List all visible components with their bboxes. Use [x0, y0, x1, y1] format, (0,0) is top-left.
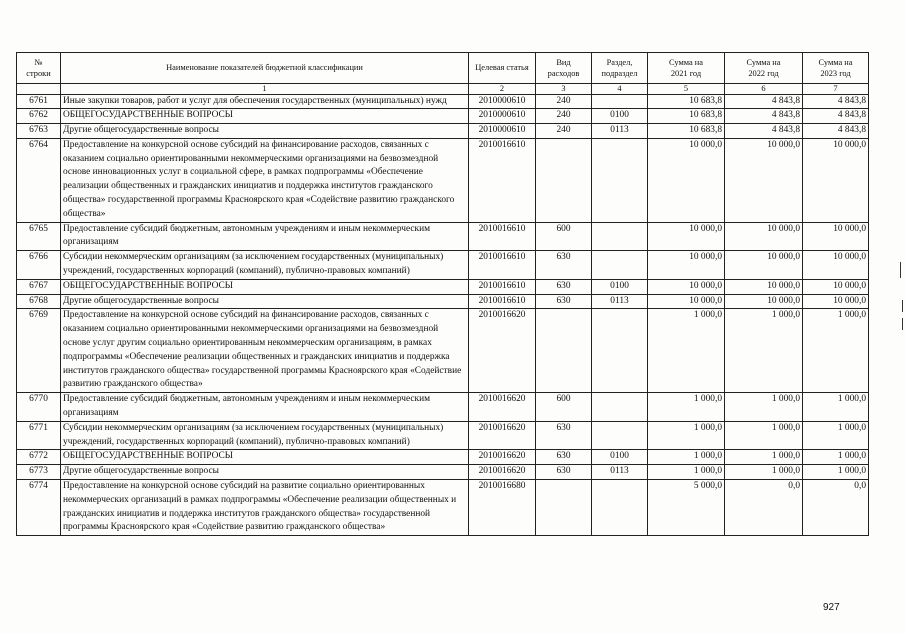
cell-section: [592, 251, 648, 280]
header-name: Наименование показателей бюджетной классификации: [61, 53, 469, 84]
cell-target-article: 2010000610: [469, 124, 536, 139]
cell-section: 0113: [592, 294, 648, 309]
cell-target-article: 2010016610: [469, 222, 536, 251]
cell-target-article: 2010016610: [469, 279, 536, 294]
table-row: [17, 309, 869, 393]
cell-sum-2022: 1 000,0: [725, 393, 803, 422]
cell-section: [592, 94, 648, 109]
cell-sum-2023: 10 000,0: [803, 138, 869, 222]
cell-expense-kind: 630: [536, 251, 592, 280]
cell-sum-2021: 10 000,0: [648, 251, 725, 280]
cell-sum-2021: 1 000,0: [648, 421, 725, 450]
cell-name: ОБЩЕГОСУДАРСТВЕННЫЕ ВОПРОСЫ: [61, 109, 469, 124]
cell-sum-2021: 10 683,8: [648, 124, 725, 139]
cell-sum-2023: 1 000,0: [803, 309, 869, 393]
cell-section: [592, 222, 648, 251]
cell-section: [592, 138, 648, 222]
cell-sum-2022: 4 843,8: [725, 109, 803, 124]
cell-sum-2023: 4 843,8: [803, 124, 869, 139]
cell-name: Предоставление на конкурсной основе субсидий на развитие социально ориентированных некоммерческих организаций в рамках подпрограммы «Обеспечение реализации общественных и гражданских инициатив и поддержка институтов гражданского общества» государственной программы Красноярского края «Содействие развитию гражданского общества»: [61, 480, 469, 536]
cell-sum-2022: 10 000,0: [725, 138, 803, 222]
cell-section: [592, 480, 648, 536]
header-row-no: № строки: [17, 53, 61, 84]
table-row: [17, 94, 869, 109]
cell-section: 0100: [592, 450, 648, 465]
cell-row-number: 6771: [17, 421, 61, 450]
cell-name: Предоставление субсидий бюджетным, автономным учреждениям и иным некоммерческим организациям: [61, 393, 469, 422]
page-number: 927: [823, 602, 840, 613]
cell-sum-2023: 1 000,0: [803, 421, 869, 450]
cell-sum-2022: 4 843,8: [725, 94, 803, 109]
header-row: [17, 53, 869, 84]
cell-sum-2022: 1 000,0: [725, 450, 803, 465]
table-row: [17, 393, 869, 422]
cell-name: ОБЩЕГОСУДАРСТВЕННЫЕ ВОПРОСЫ: [61, 279, 469, 294]
cell-name: Субсидии некоммерческим организациям (за исключением государственных (муниципальных) учреждений, государственных корпораций (компаний), публично-правовых компаний): [61, 421, 469, 450]
table-row: [17, 294, 869, 309]
table-row: [17, 421, 869, 450]
cell-sum-2023: 1 000,0: [803, 465, 869, 480]
cell-target-article: 2010000610: [469, 109, 536, 124]
column-number: 3: [536, 84, 592, 95]
header-sum-2023: Сумма на 2023 год: [803, 53, 869, 84]
cell-sum-2021: 1 000,0: [648, 450, 725, 465]
table-row: [17, 279, 869, 294]
header-target: Целевая статья: [469, 53, 536, 84]
cell-section: 0113: [592, 124, 648, 139]
cell-sum-2023: 10 000,0: [803, 294, 869, 309]
cell-section: [592, 421, 648, 450]
cell-sum-2021: 10 000,0: [648, 138, 725, 222]
cell-name: Другие общегосударственные вопросы: [61, 294, 469, 309]
cell-row-number: 6769: [17, 309, 61, 393]
cell-target-article: 2010016620: [469, 309, 536, 393]
cell-row-number: 6761: [17, 94, 61, 109]
cell-expense-kind: 240: [536, 94, 592, 109]
cell-row-number: 6768: [17, 294, 61, 309]
scan-edge-mark: [902, 300, 903, 312]
table-row: [17, 450, 869, 465]
cell-name: ОБЩЕГОСУДАРСТВЕННЫЕ ВОПРОСЫ: [61, 450, 469, 465]
cell-sum-2022: 1 000,0: [725, 465, 803, 480]
cell-sum-2022: 10 000,0: [725, 251, 803, 280]
cell-section: 0100: [592, 279, 648, 294]
header-sum-2021: Сумма на 2021 год: [648, 53, 725, 84]
column-number: 1: [61, 84, 469, 95]
column-number: [17, 84, 61, 95]
column-number: 6: [725, 84, 803, 95]
cell-expense-kind: 600: [536, 393, 592, 422]
cell-row-number: 6765: [17, 222, 61, 251]
cell-target-article: 2010016610: [469, 294, 536, 309]
cell-row-number: 6770: [17, 393, 61, 422]
cell-sum-2022: 10 000,0: [725, 222, 803, 251]
cell-sum-2021: 1 000,0: [648, 465, 725, 480]
column-number: 7: [803, 84, 869, 95]
cell-expense-kind: [536, 480, 592, 536]
cell-expense-kind: 630: [536, 465, 592, 480]
cell-sum-2021: 10 000,0: [648, 222, 725, 251]
cell-expense-kind: [536, 138, 592, 222]
cell-expense-kind: 630: [536, 294, 592, 309]
cell-name: Предоставление на конкурсной основе субсидий на финансирование расходов, связанных с оказанием социально ориентированными некоммерческими организациями на безвозмездной основе инновационных услуг в социальной сфере, в рамках подпрограммы «Обеспечение реализации общественных и гражданских инициатив и поддержка институтов гражданского общества» государственной программы Красноярского края «Содействие развитию гражданского общества»: [61, 138, 469, 222]
cell-expense-kind: 630: [536, 450, 592, 465]
column-number: 4: [592, 84, 648, 95]
cell-section: 0100: [592, 109, 648, 124]
cell-target-article: 2010016620: [469, 450, 536, 465]
cell-sum-2023: 10 000,0: [803, 279, 869, 294]
table-row: [17, 480, 869, 536]
cell-target-article: 2010016610: [469, 251, 536, 280]
table-row: [17, 465, 869, 480]
cell-row-number: 6767: [17, 279, 61, 294]
cell-name: Предоставление на конкурсной основе субсидий на финансирование расходов, связанных с оказанием социально ориентированными некоммерческими организациями на безвозмездной основе услуг другим социально ориентированным некоммерческим организациям, в рамках подпрограммы «Обеспечение реализации общественных и гражданских инициатив и поддержка институтов гражданского общества» государственной программы Красноярского края «Содействие развитию гражданского общества»: [61, 309, 469, 393]
cell-sum-2023: 1 000,0: [803, 393, 869, 422]
cell-sum-2022: 10 000,0: [725, 279, 803, 294]
cell-sum-2023: 0,0: [803, 480, 869, 536]
cell-name: Субсидии некоммерческим организациям (за исключением государственных (муниципальных) учреждений, государственных корпораций (компаний), публично-правовых компаний): [61, 251, 469, 280]
cell-target-article: 2010016620: [469, 421, 536, 450]
cell-sum-2021: 10 683,8: [648, 94, 725, 109]
table-row: [17, 138, 869, 222]
cell-sum-2022: 0,0: [725, 480, 803, 536]
cell-expense-kind: [536, 309, 592, 393]
cell-sum-2023: 4 843,8: [803, 94, 869, 109]
cell-sum-2021: 1 000,0: [648, 393, 725, 422]
cell-sum-2022: 10 000,0: [725, 294, 803, 309]
cell-row-number: 6766: [17, 251, 61, 280]
cell-sum-2021: 10 683,8: [648, 109, 725, 124]
cell-name: Иные закупки товаров, работ и услуг для обеспечения государственных (муниципальных) нужд: [61, 94, 469, 109]
cell-expense-kind: 630: [536, 421, 592, 450]
cell-sum-2021: 5 000,0: [648, 480, 725, 536]
cell-sum-2022: 1 000,0: [725, 421, 803, 450]
cell-target-article: 2010016610: [469, 138, 536, 222]
cell-expense-kind: 630: [536, 279, 592, 294]
cell-sum-2021: 1 000,0: [648, 309, 725, 393]
table-row: [17, 251, 869, 280]
cell-section: 0113: [592, 465, 648, 480]
cell-row-number: 6774: [17, 480, 61, 536]
cell-row-number: 6772: [17, 450, 61, 465]
budget-table: [16, 52, 869, 536]
cell-section: [592, 393, 648, 422]
cell-expense-kind: 600: [536, 222, 592, 251]
cell-row-number: 6762: [17, 109, 61, 124]
cell-name: Другие общегосударственные вопросы: [61, 465, 469, 480]
cell-sum-2022: 1 000,0: [725, 309, 803, 393]
table-row: [17, 109, 869, 124]
cell-name: Предоставление субсидий бюджетным, автономным учреждениям и иным некоммерческим организациям: [61, 222, 469, 251]
column-number: 2: [469, 84, 536, 95]
cell-sum-2021: 10 000,0: [648, 279, 725, 294]
cell-target-article: 2010016620: [469, 465, 536, 480]
cell-sum-2023: 10 000,0: [803, 251, 869, 280]
table-row: [17, 222, 869, 251]
cell-sum-2021: 10 000,0: [648, 294, 725, 309]
header-section: Раздел, подраздел: [592, 53, 648, 84]
cell-sum-2023: 10 000,0: [803, 222, 869, 251]
cell-expense-kind: 240: [536, 124, 592, 139]
cell-row-number: 6773: [17, 465, 61, 480]
cell-expense-kind: 240: [536, 109, 592, 124]
cell-sum-2022: 4 843,8: [725, 124, 803, 139]
cell-sum-2023: 1 000,0: [803, 450, 869, 465]
cell-row-number: 6764: [17, 138, 61, 222]
cell-name: Другие общегосударственные вопросы: [61, 124, 469, 139]
header-sum-2022: Сумма на 2022 год: [725, 53, 803, 84]
header-kind: Вид расходов: [536, 53, 592, 84]
cell-target-article: 2010016620: [469, 393, 536, 422]
cell-row-number: 6763: [17, 124, 61, 139]
table-row: [17, 124, 869, 139]
cell-section: [592, 309, 648, 393]
cell-target-article: 2010016680: [469, 480, 536, 536]
column-number: 5: [648, 84, 725, 95]
column-number-row: [17, 84, 869, 95]
cell-sum-2023: 4 843,8: [803, 109, 869, 124]
scan-edge-mark: [902, 318, 903, 330]
cell-target-article: 2010000610: [469, 94, 536, 109]
scan-edge-mark: [900, 262, 901, 278]
